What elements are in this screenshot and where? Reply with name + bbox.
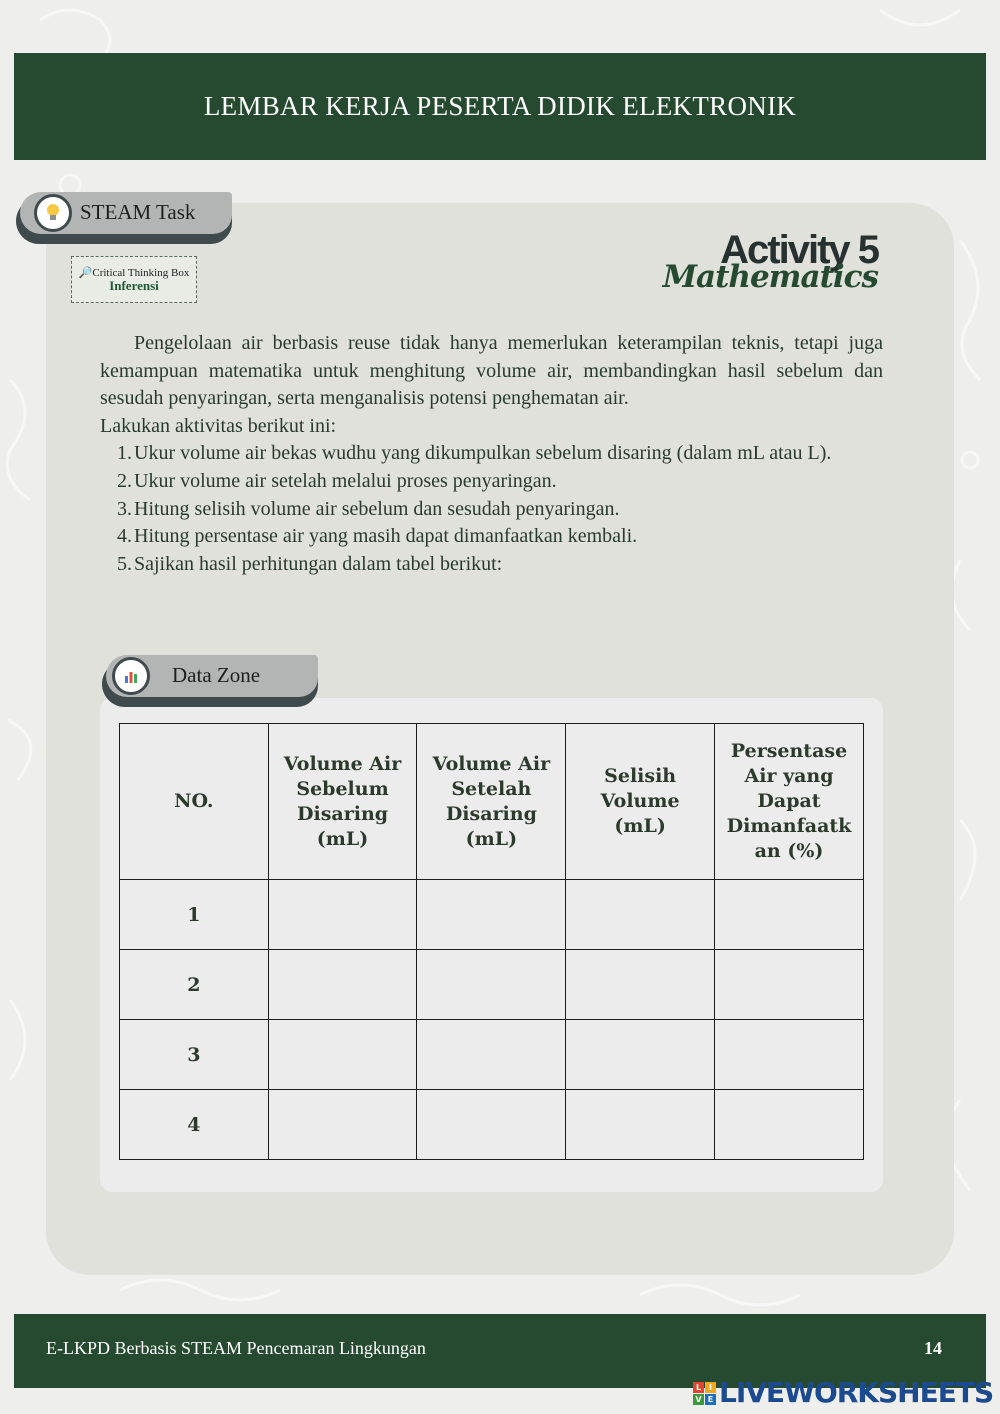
liveworksheets-logo <box>693 1378 993 1408</box>
steam-task-tab <box>16 192 234 244</box>
header-volume-after: Volume Air Setelah Disaring (mL) <box>417 724 566 880</box>
table-row <box>120 1020 864 1090</box>
page-title: LEMBAR KERJA PESERTA DIDIK ELEKTRONIK <box>203 91 797 121</box>
magnifier-icon: 🔎 <box>78 267 93 279</box>
liveworksheets-text: LIVEWORKSHEETS <box>719 1376 994 1409</box>
answer-cell[interactable] <box>566 1090 715 1160</box>
answer-cell[interactable] <box>417 1020 566 1090</box>
answer-cell[interactable] <box>566 1020 715 1090</box>
activity-heading <box>662 228 878 295</box>
table-row <box>120 1090 864 1160</box>
answer-cell[interactable] <box>715 1090 864 1160</box>
data-zone-tab <box>102 655 320 707</box>
answer-cell[interactable] <box>566 950 715 1020</box>
steam-task-label: STEAM Task <box>80 200 196 224</box>
answer-cell[interactable] <box>417 880 566 950</box>
intro-paragraph: Pengelolaan air berbasis reuse tidak hanya memerlukan keterampilan teknis, tetapi juga kemampuan matematika untuk menghitung volume air, membandingkan hasil sebelum dan sesudah penyaringan, serta menganalisis potensi penghematan air. <box>100 332 883 410</box>
answer-cell[interactable] <box>268 950 417 1020</box>
header-volume-difference: Selisih Volume (mL) <box>566 724 715 880</box>
list-item: 1. Ukur volume air bekas wudhu yang dikumpulkan sebelum disaring (dalam mL atau L). <box>117 442 832 465</box>
activity-content <box>100 330 883 578</box>
activity-subtitle: Mathematics <box>662 259 878 295</box>
list-item: 2. Ukur volume air setelah melalui proses penyaringan. <box>117 469 557 492</box>
data-zone-label: Data Zone <box>172 663 261 687</box>
row-number: 2 <box>120 950 269 1020</box>
bar-chart-icon <box>112 657 150 695</box>
answer-cell[interactable] <box>417 1090 566 1160</box>
critical-thinking-label: Critical Thinking Box <box>92 267 190 279</box>
answer-cell[interactable] <box>566 880 715 950</box>
header-percentage: Persentase Air yang Dapat Dimanfaatk an (%) <box>715 724 864 880</box>
row-number: 3 <box>120 1020 269 1090</box>
page-header <box>14 53 986 160</box>
header-no: NO. <box>120 724 269 880</box>
answer-cell[interactable] <box>268 1090 417 1160</box>
data-table <box>119 723 864 1160</box>
answer-cell[interactable] <box>715 950 864 1020</box>
steps-list <box>100 440 883 578</box>
list-item: 3. Hitung selisih volume air sebelum dan sesudah penyaringan. <box>117 497 620 520</box>
table-header-row <box>120 724 864 880</box>
activity-title: Activity 5 <box>720 228 878 272</box>
list-item: 5. Sajikan hasil perhitungan dalam tabel berikut: <box>117 552 503 575</box>
row-number: 1 <box>120 880 269 950</box>
answer-cell[interactable] <box>268 880 417 950</box>
page-number: 14 <box>924 1338 942 1358</box>
answer-cell[interactable] <box>715 880 864 950</box>
table-row <box>120 880 864 950</box>
data-table-container <box>100 698 883 1192</box>
footer-text: E-LKPD Berbasis STEAM Pencemaran Lingkungan <box>46 1338 426 1358</box>
instruction-intro: Lakukan aktivitas berikut ini: <box>100 414 337 437</box>
critical-thinking-box <box>71 256 197 303</box>
lightbulb-icon <box>34 194 72 232</box>
answer-cell[interactable] <box>715 1020 864 1090</box>
header-volume-before: Volume Air Sebelum Disaring (mL) <box>268 724 417 880</box>
table-row <box>120 950 864 1020</box>
critical-thinking-value: Inferensi <box>109 278 159 293</box>
answer-cell[interactable] <box>268 1020 417 1090</box>
row-number: 4 <box>120 1090 269 1160</box>
list-item: 4. Hitung persentase air yang masih dapat dimanfaatkan kembali. <box>117 525 638 548</box>
answer-cell[interactable] <box>417 950 566 1020</box>
liveworksheets-grid-icon: L I V E <box>693 1382 716 1405</box>
